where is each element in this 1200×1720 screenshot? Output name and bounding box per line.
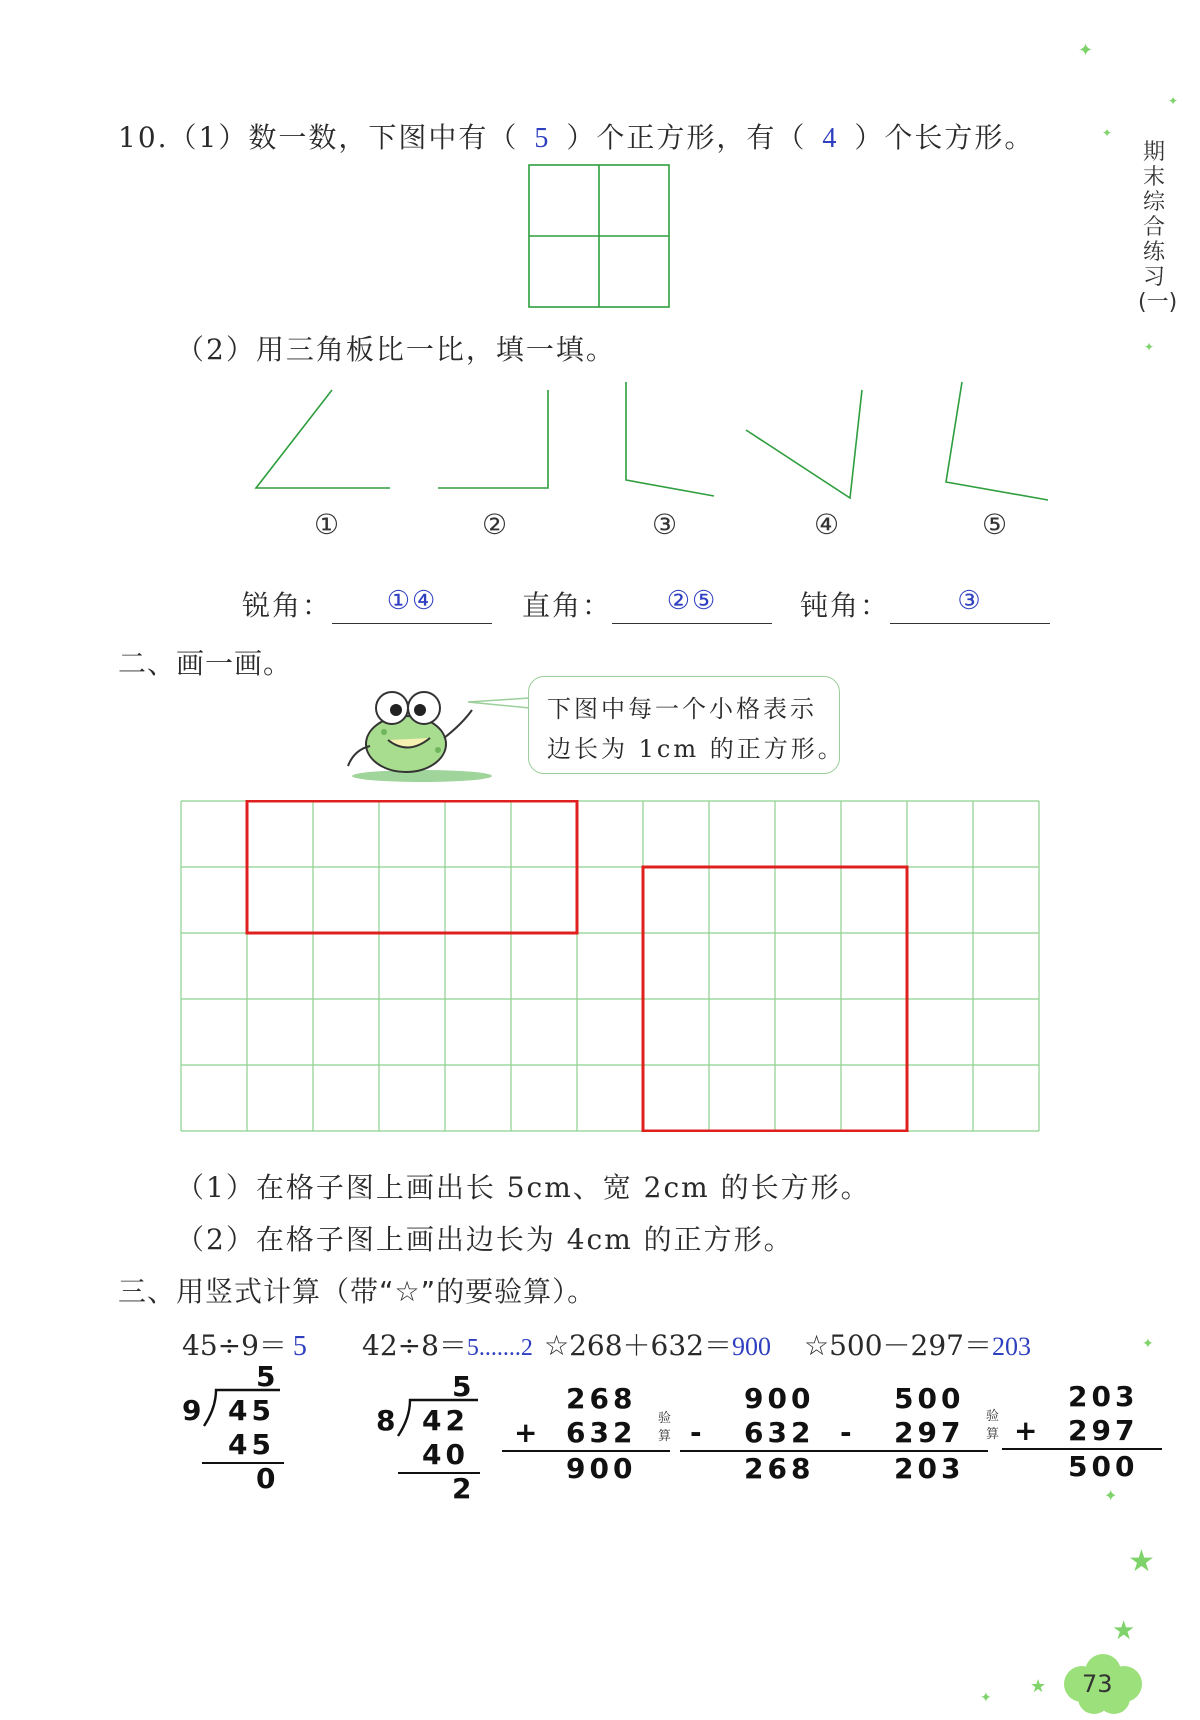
angle-label-4: ④: [814, 508, 840, 541]
q10-middle: ）个正方形，有（: [566, 121, 807, 154]
obtuse-answer: ③: [957, 586, 983, 615]
bubble-line-1: 下图中每一个小格表示: [547, 695, 817, 723]
section2-task-1: （1）在格子图上画出长 5cm、宽 2cm 的长方形。: [176, 1171, 871, 1204]
add1-top: 268: [566, 1382, 637, 1415]
star-icon: ✦: [1078, 40, 1094, 61]
add1-bottom: 632: [566, 1416, 637, 1449]
div2-quotient: 5: [452, 1370, 476, 1403]
check1-top: 900: [744, 1382, 815, 1415]
q10-part1: [118, 116, 1034, 156]
equation-2-answer: 5.......2: [466, 1335, 533, 1361]
equation-1-expr: 45÷9＝: [182, 1329, 287, 1362]
drawing-grid[interactable]: [180, 800, 1048, 1132]
div2-dividend: 42: [422, 1404, 469, 1437]
div1-product: 45: [228, 1428, 275, 1461]
angle-3: [626, 382, 714, 496]
right-row: [522, 584, 772, 624]
section2-task-2: （2）在格子图上画出边长为 4cm 的正方形。: [176, 1223, 794, 1256]
q10-prefix: 10.（1）数一数，下图中有（: [118, 121, 519, 154]
angle-label-3: ③: [652, 508, 678, 541]
equation-3-answer: 900: [732, 1332, 771, 1361]
equation-4-answer: 203: [992, 1332, 1031, 1361]
obtuse-blank[interactable]: [890, 586, 1050, 624]
right-blank[interactable]: [612, 586, 772, 624]
acute-answer: ①④: [386, 586, 438, 615]
answer-rectangles: 4: [822, 123, 839, 154]
star-icon: ★: [1030, 1676, 1047, 1697]
div2-divisor: 8: [376, 1404, 400, 1437]
div2-product: 40: [422, 1438, 469, 1471]
bubble-line-2: 边长为 1cm 的正方形。: [547, 735, 845, 763]
q10-suffix: ）个长方形。: [854, 121, 1035, 154]
angle-2: [438, 390, 548, 488]
star-icon: ✦: [1104, 1486, 1118, 1505]
check-label-1-b: 算: [658, 1429, 672, 1444]
obtuse-row: [800, 584, 1050, 624]
star-icon: ★: [1112, 1616, 1136, 1646]
angle-4: [746, 390, 862, 498]
equation-4: [804, 1324, 1031, 1364]
angle-1: [256, 390, 390, 488]
div1-quotient: 5: [256, 1360, 280, 1393]
check-label-2-a: 验: [986, 1409, 1000, 1424]
acute-label: 锐角：: [242, 589, 333, 622]
div2-remainder: 2: [452, 1472, 476, 1505]
angles-figure: [240, 370, 1070, 510]
speech-bubble: [528, 676, 845, 774]
answer-squares: 5: [534, 123, 551, 154]
angle-5: [946, 382, 1048, 500]
check-label-2-b: 算: [986, 1427, 1000, 1442]
side-title: 期末综合练习(一): [1138, 140, 1178, 315]
q10-part2-text: （2）用三角板比一比，填一填。: [176, 333, 616, 366]
equation-1-answer: 5: [292, 1331, 307, 1362]
equation-1: [182, 1324, 307, 1364]
acute-row: [242, 584, 492, 624]
add1-result: 900: [566, 1452, 637, 1485]
star-icon: ✦: [1168, 94, 1179, 108]
equation-3-expr: ☆268＋632＝: [544, 1329, 732, 1362]
equation-2-expr: 42÷8＝: [362, 1329, 467, 1362]
section2-title: 二、画一画。: [118, 647, 293, 680]
check-label-2: [986, 1408, 1000, 1444]
acute-blank[interactable]: [332, 586, 492, 624]
check1-bottom: 632: [744, 1416, 815, 1449]
angle-label-1: ①: [314, 508, 340, 541]
page-number: 73: [1082, 1670, 1113, 1698]
star-icon: ★: [1128, 1544, 1155, 1579]
angle-label-5: ⑤: [982, 508, 1008, 541]
check1-op: -: [690, 1416, 706, 1449]
add1-op: +: [514, 1416, 542, 1449]
sub1-top: 500: [894, 1382, 965, 1415]
check2-bottom: 297: [1068, 1414, 1139, 1447]
right-label: 直角：: [522, 589, 613, 622]
star-icon: ✦: [1142, 1336, 1154, 1352]
sub1-bottom: 297: [894, 1416, 965, 1449]
square-figure: [528, 164, 672, 310]
bubble-tail: [464, 694, 534, 714]
equation-4-expr: ☆500－297＝: [804, 1329, 992, 1362]
angle-label-2: ②: [482, 508, 508, 541]
check2-op: +: [1014, 1414, 1042, 1447]
sub1-op: -: [840, 1416, 856, 1449]
sub1-result: 203: [894, 1452, 965, 1485]
right-answer: ②⑤: [666, 586, 718, 615]
check-label-1-a: 验: [658, 1411, 672, 1426]
check2-result: 500: [1068, 1450, 1139, 1483]
star-icon: ✦: [1144, 340, 1155, 354]
obtuse-label: 钝角：: [800, 589, 891, 622]
equation-3: [544, 1324, 771, 1364]
div1-dividend: 45: [228, 1394, 275, 1427]
check-label-1: [658, 1410, 672, 1446]
star-icon: ✦: [980, 1690, 992, 1706]
section3-title: 三、用竖式计算（带“☆”的要验算）。: [118, 1275, 597, 1308]
div1-remainder: 0: [256, 1462, 280, 1495]
div1-divisor: 9: [182, 1394, 206, 1427]
check1-result: 268: [744, 1452, 815, 1485]
check2-top: 203: [1068, 1380, 1139, 1413]
equation-2: [362, 1324, 533, 1364]
star-icon: ✦: [1102, 126, 1113, 140]
